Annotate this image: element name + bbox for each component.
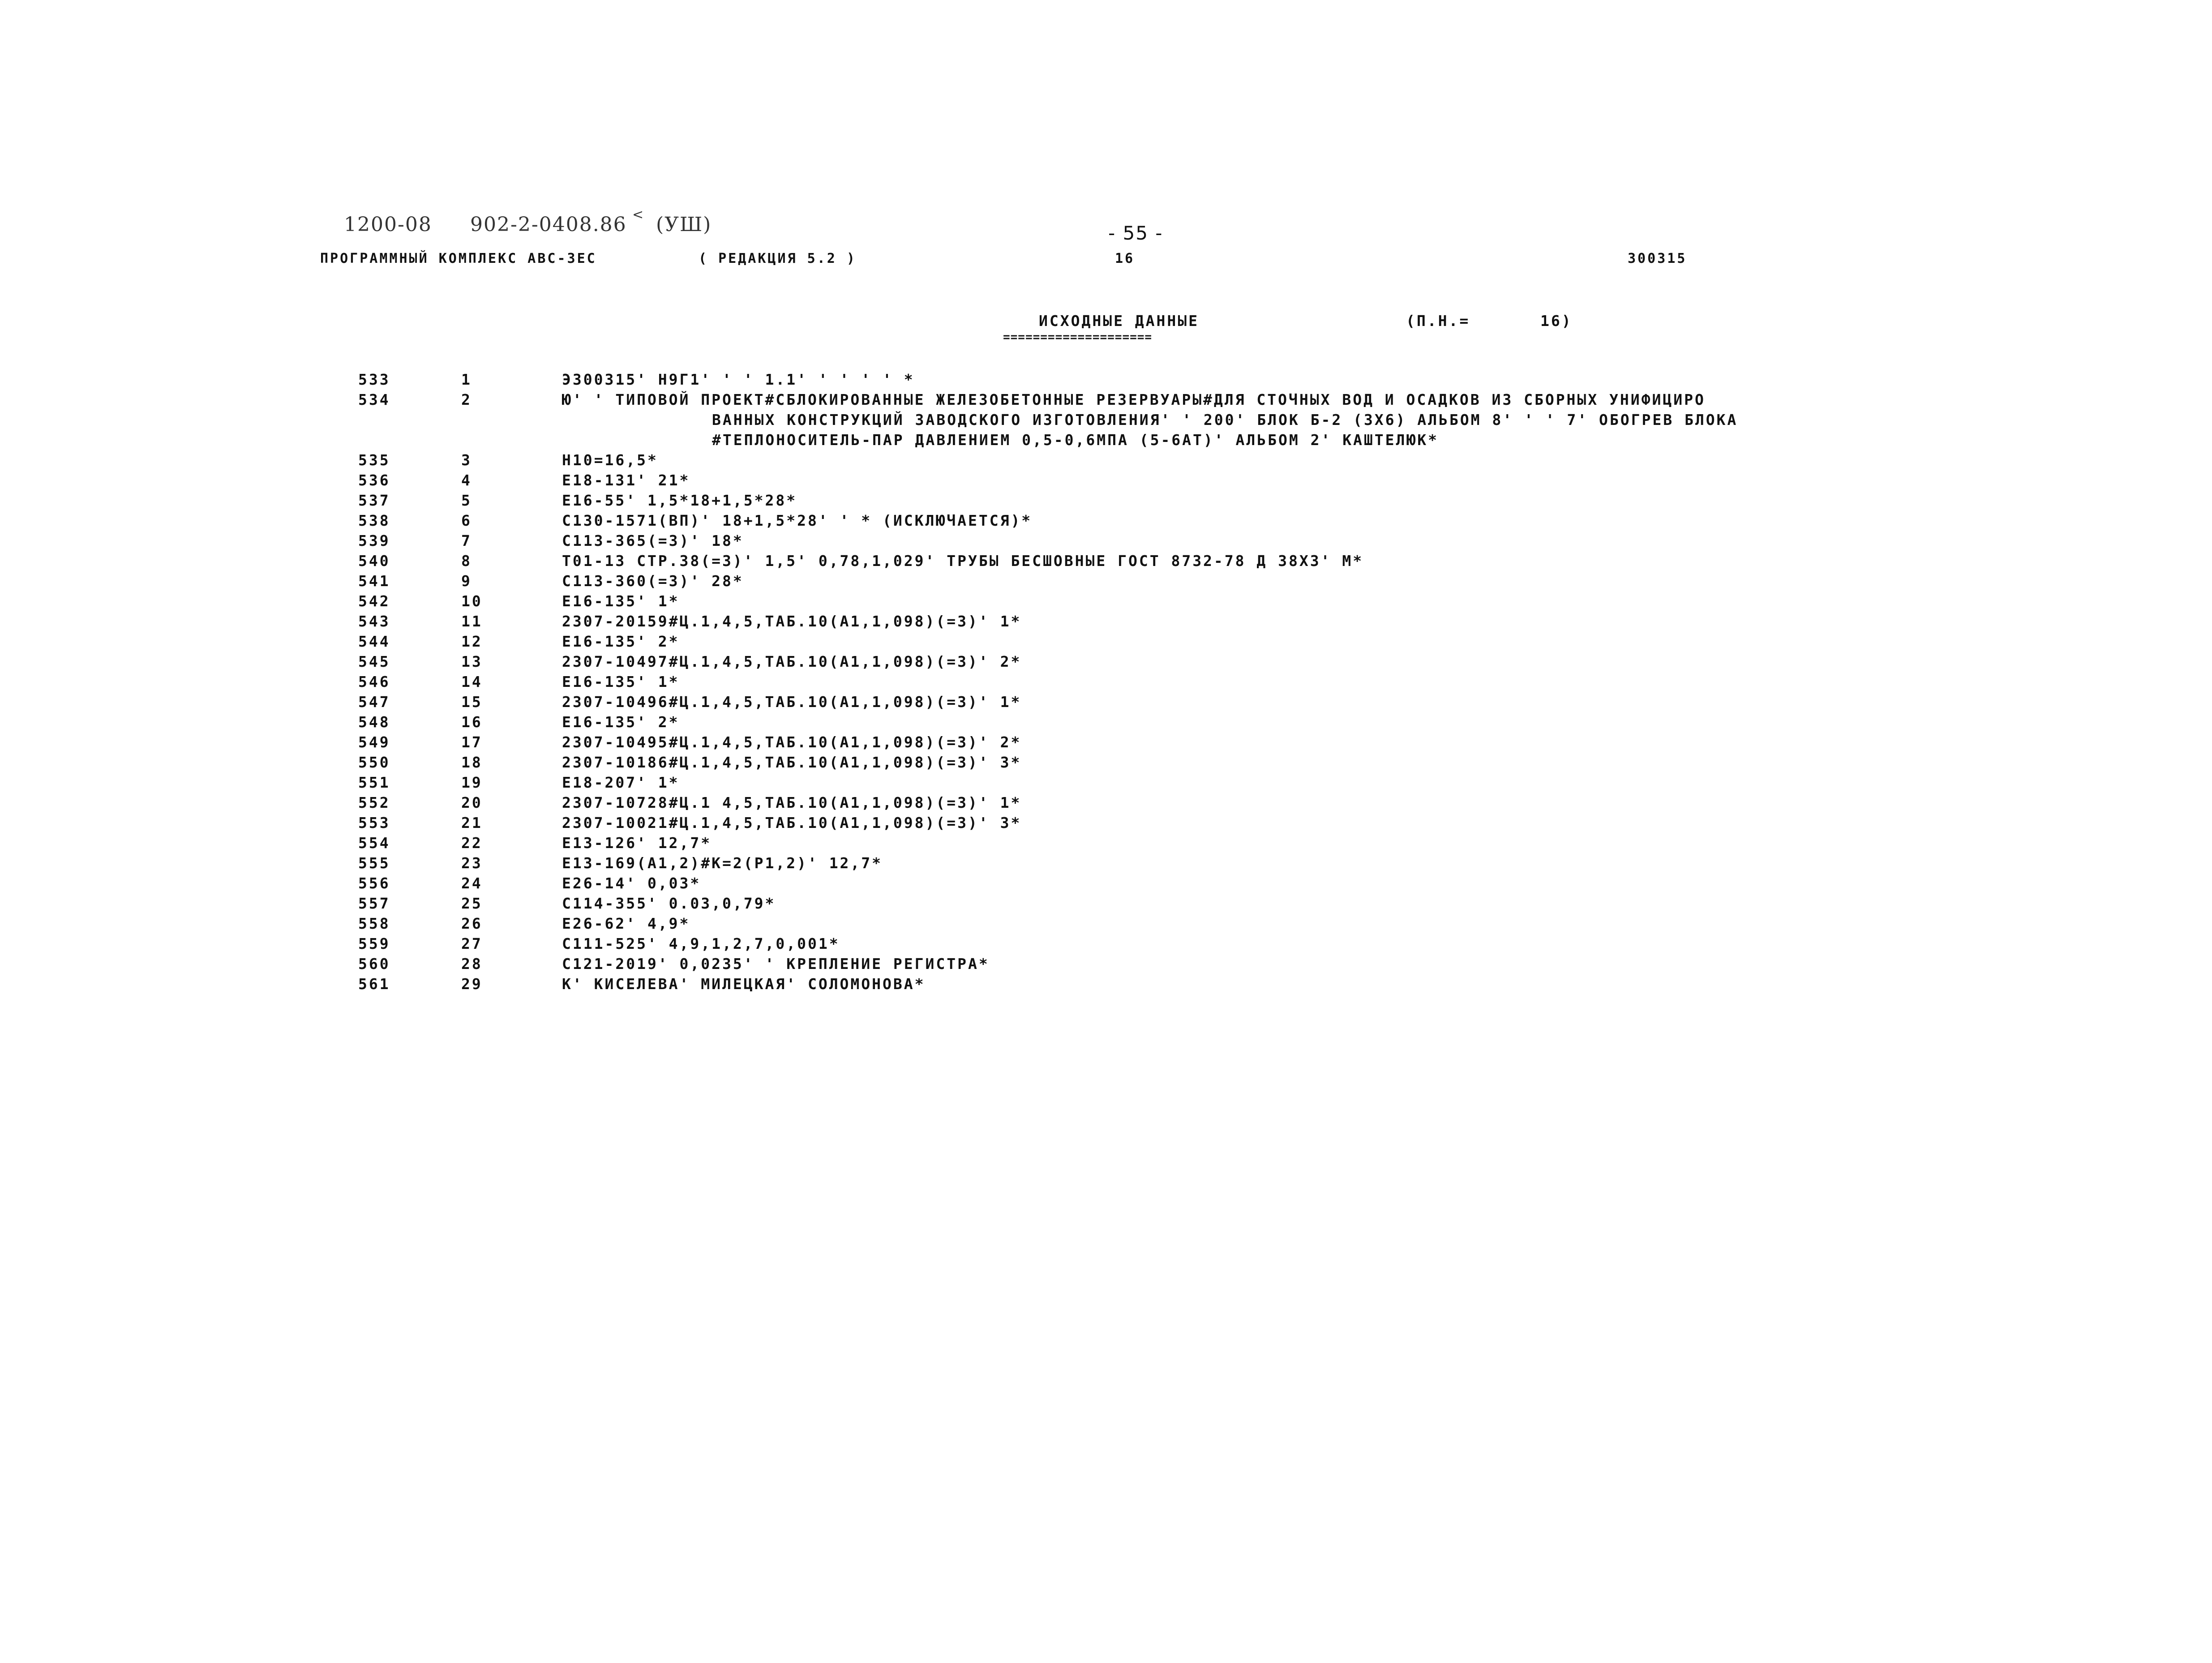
row-number: 541 <box>358 572 390 590</box>
sequence-number: 25 <box>461 895 483 912</box>
sequence-number: 24 <box>461 874 483 892</box>
sequence-number: 7 <box>461 532 472 549</box>
sequence-number: 4 <box>461 471 472 489</box>
row-number: 556 <box>358 874 390 892</box>
sequence-number: 18 <box>461 754 483 771</box>
table-row <box>0 371 2212 390</box>
table-row <box>0 794 2212 814</box>
row-text: Т01-13 СТР.38(=3)' 1,5' 0,78,1,029' ТРУБЫ БЕСШОВНЫЕ ГОСТ 8732-78 Д 38Х3' М* <box>562 552 1364 570</box>
row-number: 547 <box>358 693 390 711</box>
table-row <box>0 834 2212 854</box>
table-row <box>0 613 2212 632</box>
sequence-number: 15 <box>461 693 483 711</box>
table-row <box>0 774 2212 793</box>
table-row <box>0 693 2212 713</box>
row-number: 537 <box>358 492 390 509</box>
table-row <box>0 874 2212 894</box>
table-row <box>0 975 2212 995</box>
handwritten-doc-number: 902-2-0408.86 <box>470 213 627 236</box>
row-text: С130-1571(ВП)' 18+1,5*28' ' * (ИСКЛЮЧАЕТСЯ)* <box>562 512 1033 529</box>
page-number: - 55 - <box>1108 222 1163 244</box>
sequence-number: 3 <box>461 451 472 469</box>
edition: ( РЕДАКЦИЯ 5.2 ) <box>699 251 857 266</box>
handwritten-code: 1200-08 <box>344 213 432 236</box>
row-number: 540 <box>358 552 390 570</box>
row-text: С113-365(=3)' 18* <box>562 532 744 549</box>
sequence-number: 27 <box>461 935 483 952</box>
row-number: 542 <box>358 592 390 610</box>
table-row <box>0 451 2212 471</box>
row-text-continuation: #ТЕПЛОНОСИТЕЛЬ-ПАР ДАВЛЕНИЕМ 0,5-0,6МПА (5-6АТ)' АЛЬБОМ 2' КАШТЕЛЮК* <box>712 431 1439 449</box>
sequence-number: 14 <box>461 673 483 690</box>
row-number: 553 <box>358 814 390 832</box>
row-number: 549 <box>358 733 390 751</box>
sequence-number: 11 <box>461 613 483 630</box>
table-row <box>0 673 2212 693</box>
row-text: 2307-10495#Ц.1,4,5,ТАБ.10(А1,1,098)(=3)' 2* <box>562 733 1022 751</box>
table-row <box>0 713 2212 733</box>
table-row <box>0 572 2212 592</box>
sequence-number: 2 <box>461 391 472 408</box>
row-text: 2307-10728#Ц.1 4,5,ТАБ.10(А1,1,098)(=3)' 1* <box>562 794 1022 811</box>
row-text: С111-525' 4,9,1,2,7,0,001* <box>562 935 840 952</box>
row-text: Е18-131' 21* <box>562 471 690 489</box>
row-number: 544 <box>358 633 390 650</box>
table-row <box>0 471 2212 491</box>
sequence-number: 6 <box>461 512 472 529</box>
sheet-number: 16 <box>1115 251 1135 266</box>
row-number: 536 <box>358 471 390 489</box>
row-text: Е16-135' 1* <box>562 673 680 690</box>
row-number: 534 <box>358 391 390 408</box>
table-row <box>0 391 2212 411</box>
row-number: 550 <box>358 754 390 771</box>
handwritten-volume: (УШ) <box>656 213 712 236</box>
sequence-number: 17 <box>461 733 483 751</box>
section-ref-number: 16) <box>1540 312 1573 330</box>
row-text: Е16-135' 2* <box>562 713 680 731</box>
row-text: Е18-207' 1* <box>562 774 680 791</box>
row-number: 557 <box>358 895 390 912</box>
sequence-number: 5 <box>461 492 472 509</box>
row-number: 554 <box>358 834 390 852</box>
table-row <box>0 754 2212 773</box>
row-text: 2307-10186#Ц.1,4,5,ТАБ.10(А1,1,098)(=3)' 3* <box>562 754 1022 771</box>
row-text: Е13-126' 12,7* <box>562 834 712 852</box>
table-row <box>0 633 2212 652</box>
row-text: 2307-10021#Ц.1,4,5,ТАБ.10(А1,1,098)(=3)' 3* <box>562 814 1022 832</box>
table-row <box>0 854 2212 874</box>
row-number: 539 <box>358 532 390 549</box>
sequence-number: 22 <box>461 834 483 852</box>
row-text: 2307-10497#Ц.1,4,5,ТАБ.10(А1,1,098)(=3)' 2* <box>562 653 1022 670</box>
table-row <box>0 935 2212 955</box>
row-text: Е26-62' 4,9* <box>562 915 690 932</box>
sequence-number: 13 <box>461 653 483 670</box>
table-row <box>0 653 2212 673</box>
sequence-number: 21 <box>461 814 483 832</box>
sequence-number: 8 <box>461 552 472 570</box>
row-number: 559 <box>358 935 390 952</box>
table-row <box>0 915 2212 934</box>
row-text: Е16-135' 2* <box>562 633 680 650</box>
table-row <box>0 552 2212 572</box>
row-text: С114-355' 0.03,0,79* <box>562 895 776 912</box>
row-number: 545 <box>358 653 390 670</box>
row-number: 558 <box>358 915 390 932</box>
table-row <box>0 492 2212 511</box>
table-row <box>0 955 2212 975</box>
table-row <box>0 512 2212 531</box>
row-text: Е13-169(А1,2)#К=2(Р1,2)' 12,7* <box>562 854 883 872</box>
row-text: Э300315' Н9Г1' ' ' 1.1' ' ' ' ' * <box>562 371 915 388</box>
row-number: 538 <box>358 512 390 529</box>
row-number: 552 <box>358 794 390 811</box>
document-code: 300315 <box>1628 251 1687 266</box>
table-row <box>0 592 2212 612</box>
row-text: Е16-135' 1* <box>562 592 680 610</box>
sequence-number: 9 <box>461 572 472 590</box>
handwritten-mark: < <box>632 207 645 223</box>
row-number: 533 <box>358 371 390 388</box>
sequence-number: 10 <box>461 592 483 610</box>
program-title: ПРОГРАММНЫЙ КОМПЛЕКС АВС-ЗЕС <box>320 251 597 266</box>
table-row <box>0 733 2212 753</box>
sequence-number: 28 <box>461 955 483 973</box>
sequence-number: 16 <box>461 713 483 731</box>
row-number: 535 <box>358 451 390 469</box>
row-text: Н10=16,5* <box>562 451 658 469</box>
row-text: Ю' ' ТИПОВОЙ ПРОЕКТ#СБЛОКИРОВАННЫЕ ЖЕЛЕЗОБЕТОННЫЕ РЕЗЕРВУАРЫ#ДЛЯ СТОЧНЫХ ВОД И ОСАДКОВ ИЗ СБОРНЫХ УНИФИЦИРО <box>562 391 1706 408</box>
row-text: С113-360(=3)' 28* <box>562 572 744 590</box>
sequence-number: 23 <box>461 854 483 872</box>
row-number: 543 <box>358 613 390 630</box>
row-number: 555 <box>358 854 390 872</box>
section-title: ИСХОДНЫЕ ДАННЫЕ <box>1039 312 1200 330</box>
sequence-number: 19 <box>461 774 483 791</box>
row-number: 548 <box>358 713 390 731</box>
sequence-number: 26 <box>461 915 483 932</box>
row-text: Е16-55' 1,5*18+1,5*28* <box>562 492 797 509</box>
section-ref: (П.Н.= <box>1406 312 1470 330</box>
sequence-number: 20 <box>461 794 483 811</box>
row-text-continuation: ВАННЫХ КОНСТРУКЦИЙ ЗАВОДСКОГО ИЗГОТОВЛЕНИЯ' ' 200' БЛОК Б-2 (3Х6) АЛЬБОМ 8' ' ' 7' ОБОГРЕВ БЛОКА <box>712 411 1738 429</box>
table-row <box>0 814 2212 834</box>
row-number: 560 <box>358 955 390 973</box>
row-number: 551 <box>358 774 390 791</box>
row-number: 546 <box>358 673 390 690</box>
sequence-number: 29 <box>461 975 483 993</box>
section-underline: ==================== <box>1003 330 1153 344</box>
table-row <box>0 895 2212 914</box>
row-text: 2307-10496#Ц.1,4,5,ТАБ.10(А1,1,098)(=3)' 1* <box>562 693 1022 711</box>
row-text: 2307-20159#Ц.1,4,5,ТАБ.10(А1,1,098)(=3)' 1* <box>562 613 1022 630</box>
row-number: 561 <box>358 975 390 993</box>
sequence-number: 1 <box>461 371 472 388</box>
sequence-number: 12 <box>461 633 483 650</box>
row-text: С121-2019' 0,0235' ' КРЕПЛЕНИЕ РЕГИСТРА* <box>562 955 990 973</box>
row-text: Е26-14' 0,03* <box>562 874 701 892</box>
table-row <box>0 532 2212 552</box>
row-text: К' КИСЕЛЕВА' МИЛЕЦКАЯ' СОЛОМОНОВА* <box>562 975 926 993</box>
